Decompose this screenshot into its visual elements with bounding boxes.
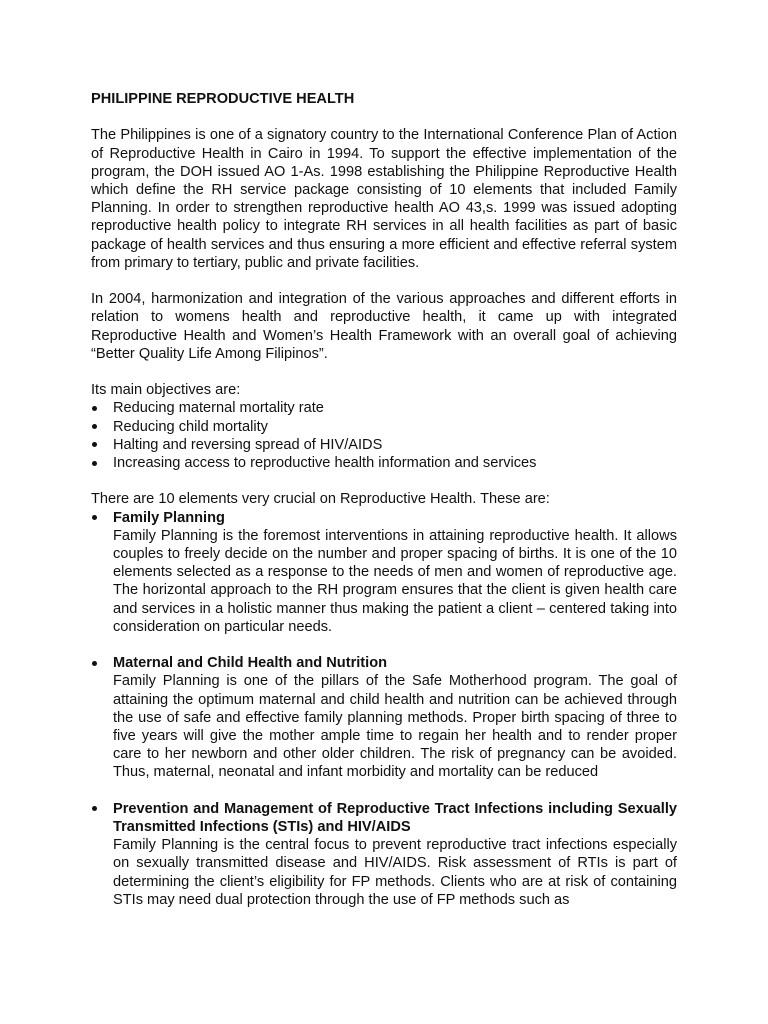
objectives-list [91,399,677,472]
objective-item [91,436,677,454]
objective-text: Increasing access to reproductive health information and services [113,455,537,472]
element-heading: Family Planning [113,509,225,526]
objective-item [91,418,677,436]
document-title: PHILIPPINE REPRODUCTIVE HEALTH [91,91,355,107]
objective-text: Reducing maternal mortality rate [113,400,324,417]
element-item [91,654,677,781]
objective-text: Reducing child mortality [113,418,268,435]
elements-list [91,509,677,909]
objective-item [91,399,677,417]
intro-paragraph: The Philippines is one of a signatory country to the International Conference Plan of Action of Reproductive Health in Cairo in 1994. To support the effective implementation of the program, the DOH issued AO 1-As. 1998 establishing the Philippine Reproductive Health which define the RH service package consisting of 10 elements that included Family Planning. In order to strengthen reproductive health AO 43,s. 1999 was issued adopting reproductive health policy to integrate RH services in all health facilities as part of basic package of health services and thus ensuring a more efficient and effective referral system from primary to tertiary, public and private facilities. [91,127,677,271]
element-item [91,509,677,636]
objective-item [91,454,677,472]
element-body: Family Planning is one of the pillars of the Safe Motherhood program. The goal of attaining the optimum maternal and child health and nutrition can be achieved through the use of safe and effective family planning methods. Proper birth spacing of three to five years will give the mother ample time to regain her health and to render proper care to her newborn and other older children. The risk of pregnancy can be avoided. Thus, maternal, neonatal and infant morbidity and mortality can be reduced [113,673,677,781]
element-heading: Prevention and Management of Reproductive Tract Infections including Sexually Transmitted Infections (STIs) and HIV/AIDS [113,800,677,836]
element-heading: Maternal and Child Health and Nutrition [113,655,388,672]
harmonization-paragraph: In 2004, harmonization and integration of the various approaches and different efforts in relation to womens health and reproductive health, it came up with integrated Reproductive Health and Women’s Health Framework with an overall goal of achieving “Better Quality Life Among Filipinos”. [91,291,677,362]
objective-text: Halting and reversing spread of HIV/AIDS [113,436,383,453]
element-body: Family Planning is the foremost interventions in attaining reproductive health. It allows couples to freely decide on the number and proper spacing of births. It is one of the 10 elements selected as a response to the needs of men and women of reproductive age. The horizontal approach to the RH program ensures that the client is given health care and services in a holistic manner thus making the patient a client – centered taking into consideration on particular needs. [113,527,677,635]
element-item [91,800,677,909]
element-body: Family Planning is the central focus to prevent reproductive tract infections especially on sexually transmitted disease and HIV/AIDS. Risk assessment of RTIs is part of determining the client’s eligibility for FP methods. Clients who are at risk of containing STIs may need dual protection through the use of FP methods such as [113,837,677,908]
elements-lead: There are 10 elements very crucial on Reproductive Health. These are: [91,491,550,508]
objectives-lead: Its main objectives are: [91,382,241,399]
document-page [91,90,677,927]
